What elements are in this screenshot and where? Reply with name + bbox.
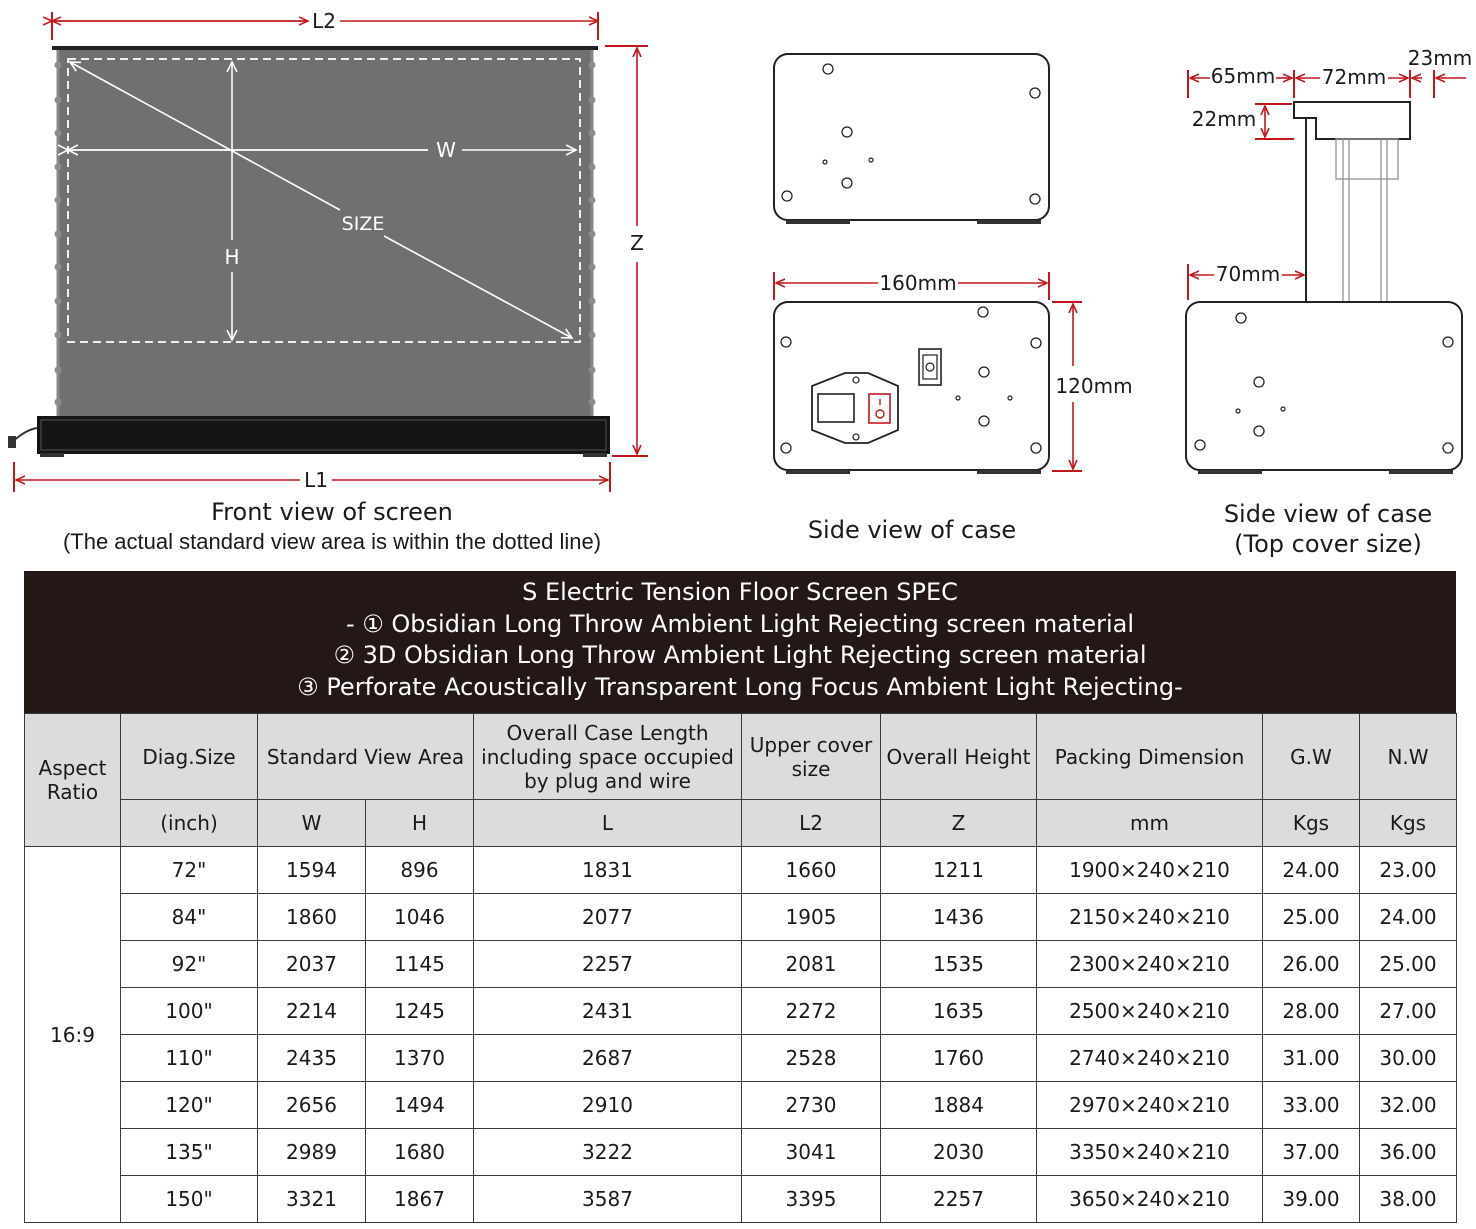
table-cell: 2500×240×210 — [1037, 988, 1263, 1035]
label-72mm: 72mm — [1321, 65, 1387, 89]
table-row — [25, 1176, 1457, 1223]
table-cell: 1594 — [258, 847, 366, 894]
unit-z: Z — [881, 800, 1037, 847]
table-cell: 896 — [366, 847, 474, 894]
table-cell: 2257 — [474, 941, 742, 988]
front-view-caption — [0, 497, 664, 557]
unit-l: L — [474, 800, 742, 847]
label-z: Z — [630, 231, 644, 255]
table-cell: 1535 — [881, 941, 1037, 988]
table-cell: 3041 — [742, 1129, 881, 1176]
table-row — [25, 1129, 1457, 1176]
table-cell: 1860 — [258, 894, 366, 941]
header-aspect-ratio: Aspect Ratio — [25, 714, 121, 847]
spec-title-line: ② 3D Obsidian Long Throw Ambient Light Rejecting screen material — [333, 641, 1147, 669]
table-cell: 92" — [121, 941, 258, 988]
front-view-screen — [8, 9, 648, 492]
spec-title-line: S Electric Tension Floor Screen SPEC — [522, 578, 958, 606]
table-cell: 27.00 — [1360, 988, 1457, 1035]
table-row — [25, 988, 1457, 1035]
table-cell: 2150×240×210 — [1037, 894, 1263, 941]
table-cell: 36.00 — [1360, 1129, 1457, 1176]
unit-gw: Kgs — [1263, 800, 1360, 847]
header-overall-height: Overall Height — [881, 714, 1037, 800]
spec-title-block — [24, 571, 1456, 713]
table-cell: 24.00 — [1360, 894, 1457, 941]
table-cell: 1436 — [881, 894, 1037, 941]
table-cell: 2077 — [474, 894, 742, 941]
dimension-drawings — [0, 0, 1476, 570]
table-cell: 23.00 — [1360, 847, 1457, 894]
table-cell: 1905 — [742, 894, 881, 941]
case-top-cover — [1186, 46, 1472, 474]
table-cell: 1680 — [366, 1129, 474, 1176]
label-size: SIZE — [341, 213, 385, 235]
header-upper-cover: Upper cover size — [742, 714, 881, 800]
table-cell: 1831 — [474, 847, 742, 894]
table-cell: 37.00 — [1263, 1129, 1360, 1176]
label-h: H — [224, 245, 240, 269]
table-cell: 1660 — [742, 847, 881, 894]
header-case-length: Overall Case Length including space occupied by plug and wire — [474, 714, 742, 800]
table-cell: 31.00 — [1263, 1035, 1360, 1082]
diagram-area — [0, 0, 1476, 570]
header-nw: N.W — [1360, 714, 1457, 800]
table-cell: 30.00 — [1360, 1035, 1457, 1082]
label-160mm: 160mm — [879, 271, 957, 295]
unit-nw: Kgs — [1360, 800, 1457, 847]
header-packing: Packing Dimension — [1037, 714, 1263, 800]
table-cell: 2970×240×210 — [1037, 1082, 1263, 1129]
label-22mm: 22mm — [1191, 107, 1257, 131]
table-cell: 110" — [121, 1035, 258, 1082]
label-l2: L2 — [312, 9, 336, 33]
table-cell: 28.00 — [1263, 988, 1360, 1035]
table-row — [25, 1035, 1457, 1082]
table-cell: 25.00 — [1263, 894, 1360, 941]
table-cell: 1370 — [366, 1035, 474, 1082]
table-cell: 100" — [121, 988, 258, 1035]
table-cell: 2300×240×210 — [1037, 941, 1263, 988]
label-23mm: 23mm — [1407, 46, 1473, 70]
table-cell: 2257 — [881, 1176, 1037, 1223]
table-cell: 1635 — [881, 988, 1037, 1035]
label-120mm: 120mm — [1055, 374, 1133, 398]
table-cell: 24.00 — [1263, 847, 1360, 894]
table-cell: 2272 — [742, 988, 881, 1035]
table-row — [25, 894, 1457, 941]
case-side-upper — [774, 54, 1049, 224]
table-cell: 1900×240×210 — [1037, 847, 1263, 894]
table-cell: 32.00 — [1360, 1082, 1457, 1129]
unit-w: W — [258, 800, 366, 847]
front-caption-title: Front view of screen — [211, 498, 453, 526]
table-cell: 1494 — [366, 1082, 474, 1129]
screen-case — [37, 416, 610, 454]
table-cell: 135" — [121, 1129, 258, 1176]
table-cell: 1867 — [366, 1176, 474, 1223]
table-cell: 84" — [121, 894, 258, 941]
table-cell: 25.00 — [1360, 941, 1457, 988]
table-cell: 39.00 — [1263, 1176, 1360, 1223]
unit-h: H — [366, 800, 474, 847]
table-cell: 2740×240×210 — [1037, 1035, 1263, 1082]
table-cell: 3587 — [474, 1176, 742, 1223]
table-cell: 1046 — [366, 894, 474, 941]
table-cell: 1884 — [881, 1082, 1037, 1129]
table-cell: 1760 — [881, 1035, 1037, 1082]
table-row — [25, 847, 1457, 894]
table-cell: 1145 — [366, 941, 474, 988]
unit-l2: L2 — [742, 800, 881, 847]
table-cell: 2030 — [881, 1129, 1037, 1176]
screen-surface — [58, 50, 592, 416]
case-top-caption-title: Side view of case — [1223, 500, 1433, 528]
table-row — [25, 941, 1457, 988]
spec-title-line: - ① Obsidian Long Throw Ambient Light Rejecting screen material — [345, 609, 1134, 638]
table-cell: 3395 — [742, 1176, 881, 1223]
table-cell: 1245 — [366, 988, 474, 1035]
table-cell: 2081 — [742, 941, 881, 988]
label-65mm: 65mm — [1210, 64, 1276, 88]
label-70mm: 70mm — [1215, 262, 1281, 286]
table-cell: 2214 — [258, 988, 366, 1035]
table-cell: 26.00 — [1263, 941, 1360, 988]
table-cell: 2989 — [258, 1129, 366, 1176]
table-cell: 3321 — [258, 1176, 366, 1223]
table-cell: 72" — [121, 847, 258, 894]
label-l1: L1 — [304, 468, 328, 492]
table-cell: 2656 — [258, 1082, 366, 1129]
table-cell: 1211 — [881, 847, 1037, 894]
table-cell: 2431 — [474, 988, 742, 1035]
spec-title-line: ③ Perforate Acoustically Transparent Long Focus Ambient Light Rejecting- — [297, 672, 1183, 701]
table-cell: 120" — [121, 1082, 258, 1129]
table-cell: 3222 — [474, 1129, 742, 1176]
header-view-area: Standard View Area — [258, 714, 474, 800]
table-cell: 2730 — [742, 1082, 881, 1129]
header-diag-size: Diag.Size — [121, 714, 258, 800]
table-cell: 3350×240×210 — [1037, 1129, 1263, 1176]
table-cell: 3650×240×210 — [1037, 1176, 1263, 1223]
case-side-lower — [774, 271, 1133, 474]
table-cell: 2037 — [258, 941, 366, 988]
table-cell: 2687 — [474, 1035, 742, 1082]
case-side-caption — [760, 515, 1064, 545]
table-cell: 33.00 — [1263, 1082, 1360, 1129]
label-w: W — [436, 138, 456, 162]
table-cell: 2435 — [258, 1035, 366, 1082]
case-top-caption — [1178, 499, 1476, 559]
unit-packing: mm — [1037, 800, 1263, 847]
spec-table-body — [25, 847, 1457, 1223]
table-cell: 38.00 — [1360, 1176, 1457, 1223]
front-caption-note: (The actual standard view area is within the dotted line) — [62, 529, 602, 554]
table-cell: 2528 — [742, 1035, 881, 1082]
spec-table — [24, 713, 1457, 1223]
aspect-ratio-value: 16:9 — [25, 847, 121, 1223]
case-top-caption-sub: (Top cover size) — [1234, 530, 1422, 558]
table-cell: 2910 — [474, 1082, 742, 1129]
table-cell: 150" — [121, 1176, 258, 1223]
unit-diag: (inch) — [121, 800, 258, 847]
table-row — [25, 1082, 1457, 1129]
case-side-caption-title: Side view of case — [807, 516, 1017, 544]
header-gw: G.W — [1263, 714, 1360, 800]
